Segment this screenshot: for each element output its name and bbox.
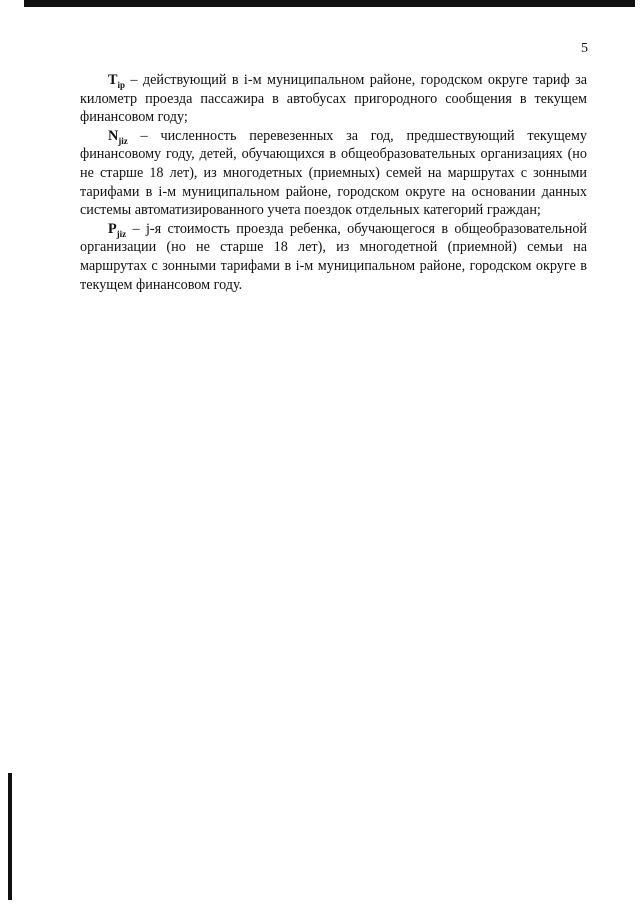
definition-njiz: $N_{jiz}$ – численность перевезенных за год, предшествующий текущему финансовому году, детей, обучающихся в общеобразовательных организациях (но не старше 18 лет), из многодетных (приемных) семей на маршрутах с зонными тарифами в i-м муниципальном районе, городском округе на основании данных системы автоматизированного учета поездок отдельных категорий граждан; <box>80 127 587 219</box>
definition-tip: $T_{ip}$ – действующий в i-м муниципальном районе, городском округе тариф за километр проезда пассажира в автобусах пригородного сообщения в текущем финансовом году; <box>80 72 587 126</box>
definition-pjiz: $P_{jiz} - j-я$ стоимость проезда ребенка, обучающегося в общеобразовательной организации (но не старше 18 лет), из многодетной (приемной) семьи на маршрутах с зонными тарифами в i-м муниципальном районе, городском округе в текущем финансовом году. <box>80 220 587 293</box>
top-border-line <box>24 0 635 7</box>
symbol-tip: $T_{ip}$ <box>108 72 125 90</box>
left-margin-mark <box>8 773 12 900</box>
symbol-pjiz: $P_{jiz}$ <box>108 220 127 239</box>
symbol-njiz: $N_{jiz}$ <box>108 127 128 146</box>
page-number: 5 <box>581 41 588 56</box>
document-body <box>80 71 587 294</box>
